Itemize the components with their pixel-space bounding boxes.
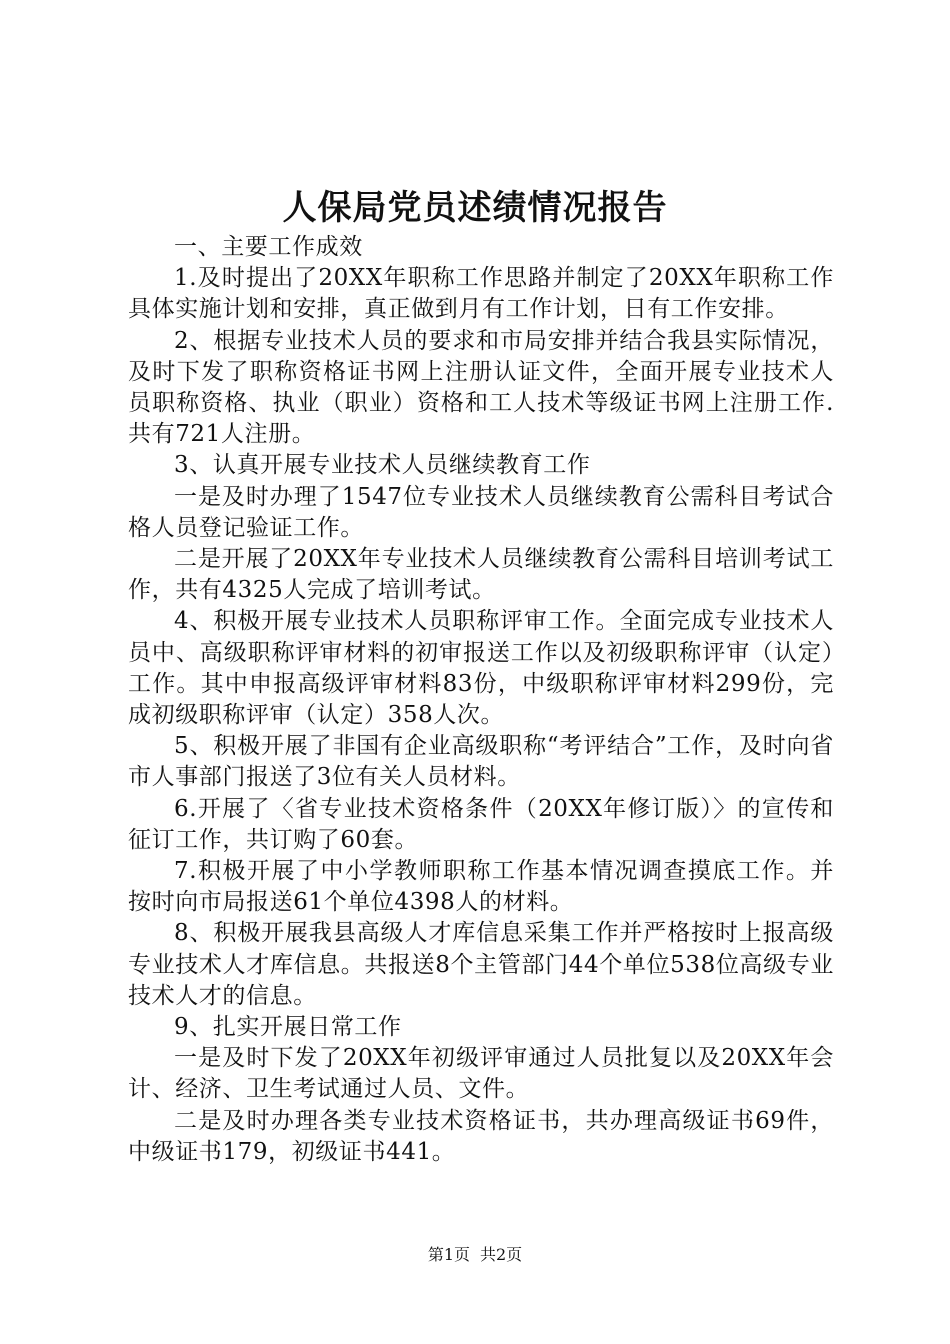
section-heading: 一、主要工作成效 <box>174 234 363 260</box>
page-footer <box>0 1244 950 1266</box>
paragraph: 7.积极开展了中小学教师职称工作基本情况调查摸底工作。并按时向市局报送61个单位4398人的材料。 <box>128 858 834 916</box>
page-total: 共2页 <box>480 1245 523 1264</box>
document-body <box>128 232 834 1168</box>
paragraph: 3、认真开展专业技术人员继续教育工作 <box>174 452 591 479</box>
paragraph: 一是及时办理了1547位专业技术人员继续教育公需科目考试合格人员登记验证工作。 <box>128 483 834 541</box>
paragraph: 一是及时下发了20XX年初级评审通过人员批复以及20XX年会计、经济、卫生考试通过人员、文件。 <box>128 1045 834 1103</box>
paragraph: 二是及时办理各类专业技术资格证书，共办理高级证书69件，中级证书179，初级证书441。 <box>128 1107 834 1165</box>
paragraph: 5、积极开展了非国有企业高级职称“考评结合”工作，及时向省市人事部门报送了3位有关人员材料。 <box>128 733 834 791</box>
paragraph: 2、根据专业技术人员的要求和市局安排并结合我县实际情况，及时下发了职称资格证书网上注册认证文件，全面开展专业技术人员职称资格、执业（职业）资格和工人技术等级证书网上注册工作.共有721人注册。 <box>128 327 834 448</box>
paragraph: 6.开展了〈省专业技术资格条件（20XX年修订版）〉的宣传和征订工作，共订购了60套。 <box>128 795 834 853</box>
page-number: 第1页 <box>427 1245 470 1264</box>
paragraph: 9、扎实开展日常工作 <box>174 1014 402 1041</box>
paragraph: 1.及时提出了20XX年职称工作思路并制定了20XX年职称工作具体实施计划和安排，真正做到月有工作计划，日有工作安排。 <box>128 265 834 323</box>
paragraph: 二是开展了20XX年专业技术人员继续教育公需科目培训考试工作，共有4325人完成了培训考试。 <box>128 546 834 604</box>
paragraph: 8、积极开展我县高级人才库信息采集工作并严格按时上报高级专业技术人才库信息。共报送8个主管部门44个单位538位高级专业技术人才的信息。 <box>128 920 834 1009</box>
document-title: 人保局党员述绩情况报告 <box>282 188 668 228</box>
paragraph: 4、积极开展专业技术人员职称评审工作。全面完成专业技术人员中、高级职称评审材料的初审报送工作以及初级职称评审（认定）工作。其中申报高级评审材料83份，中级职称评审材料299份，完成初级职称评审（认定）358人次。 <box>128 608 834 729</box>
